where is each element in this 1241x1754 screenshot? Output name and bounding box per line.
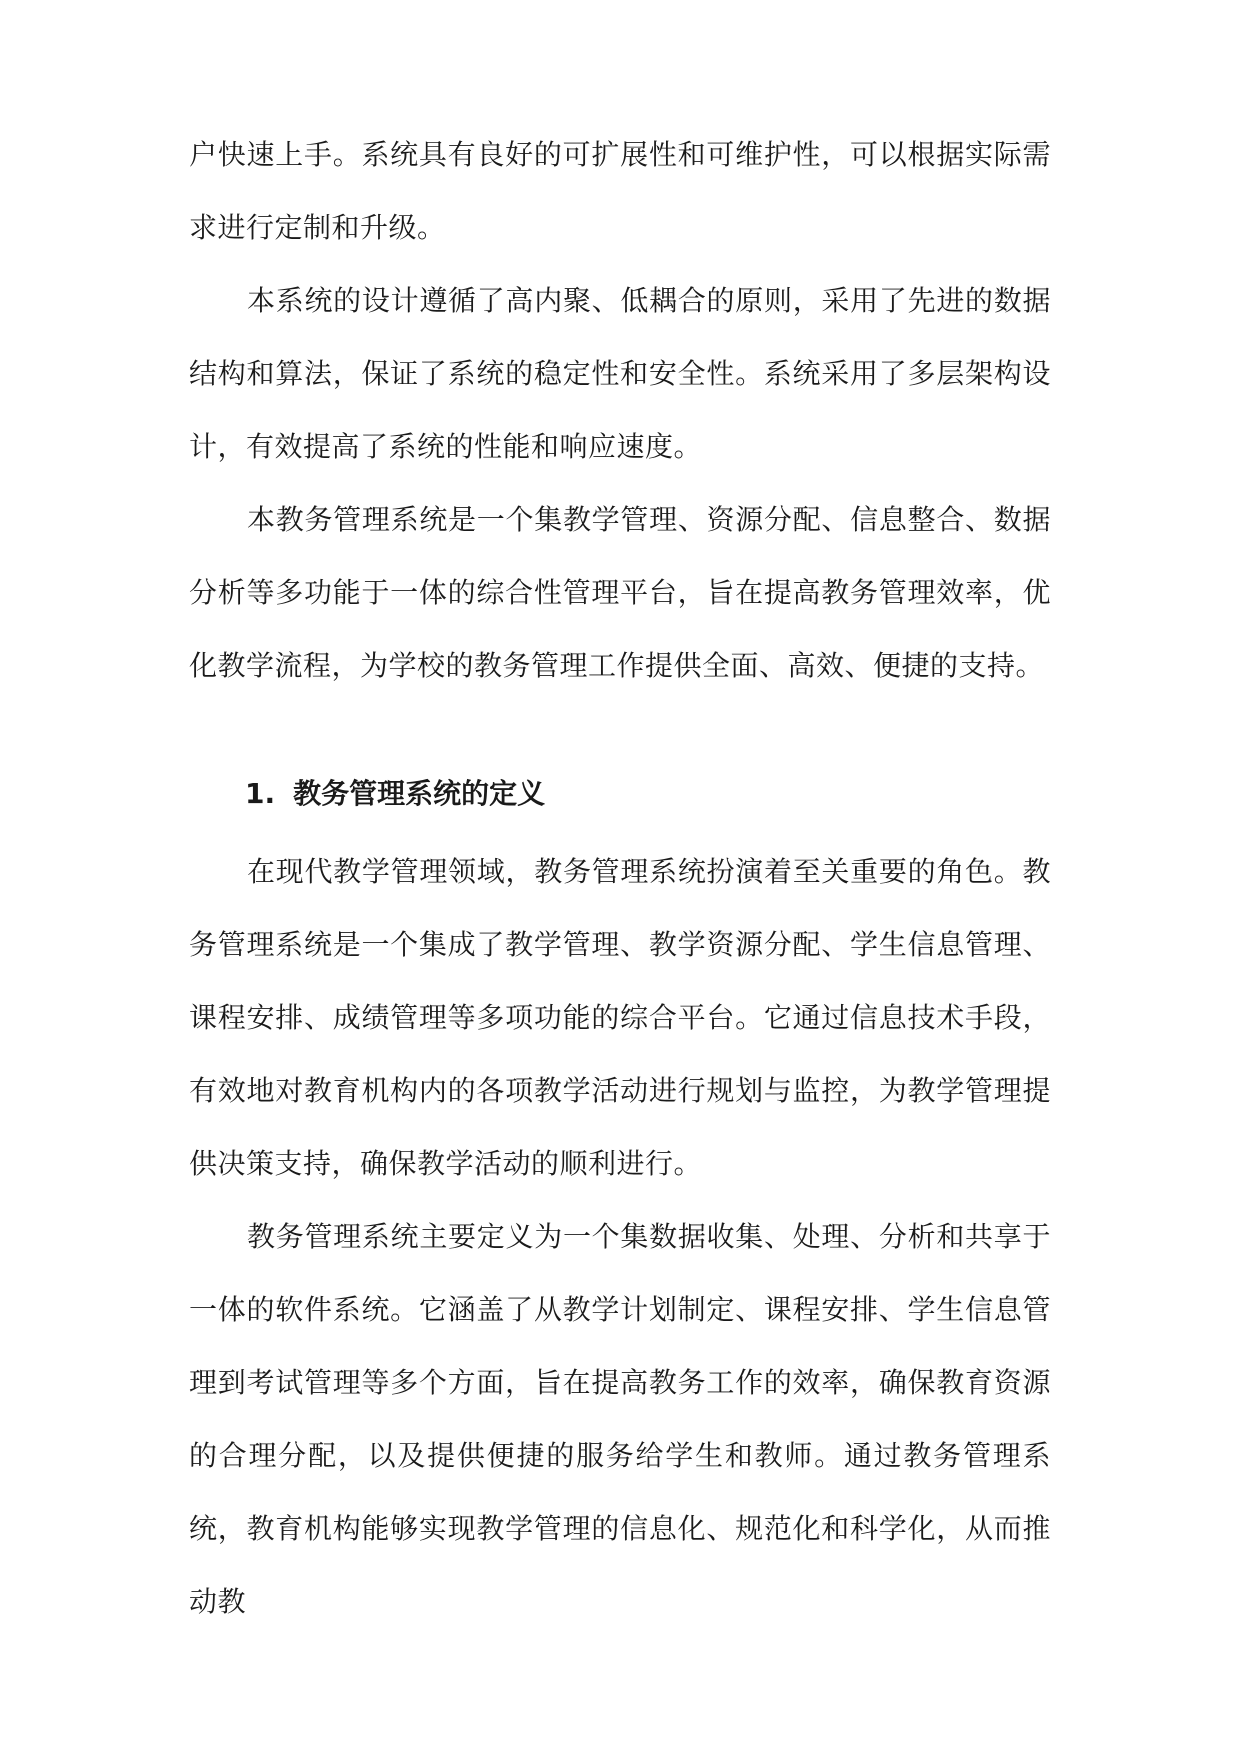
paragraph-role: 在现代教学管理领域，教务管理系统扮演着至关重要的角色。教务管理系统是一个集成了教学管理、教学资源分配、学生信息管理、课程安排、成绩管理等多项功能的综合平台。它通过信息技术手段，有效地对教育机构内的各项教学活动进行规划与监控，为教学管理提供决策支持，确保教学活动的顺利进行。 [189,855,1051,1180]
paragraph-continued: 户快速上手。系统具有良好的可扩展性和可维护性，可以根据实际需求进行定制和升级。 [189,138,1051,244]
paragraph-design: 本系统的设计遵循了高内聚、低耦合的原则，采用了先进的数据结构和算法，保证了系统的稳定性和安全性。系统采用了多层架构设计，有效提高了系统的性能和响应速度。 [189,284,1051,463]
paragraph-overview: 本教务管理系统是一个集教学管理、资源分配、信息整合、数据分析等多功能于一体的综合性管理平台，旨在提高教务管理效率，优化教学流程，为学校的教务管理工作提供全面、高效、便捷的支持。 [189,503,1051,682]
paragraph-definition: 教务管理系统主要定义为一个集数据收集、处理、分析和共享于一体的软件系统。它涵盖了从教学计划制定、课程安排、学生信息管理到考试管理等多个方面，旨在提高教务工作的效率，确保教育资源的合理分配，以及提供便捷的服务给学生和教师。通过教务管理系统，教育机构能够实现教学管理的信息化、规范化和科学化，从而推动教 [189,1220,1051,1618]
section-number: 1. [245,777,276,810]
section-title: 教务管理系统的定义 [293,777,546,810]
section-heading [245,757,545,830]
